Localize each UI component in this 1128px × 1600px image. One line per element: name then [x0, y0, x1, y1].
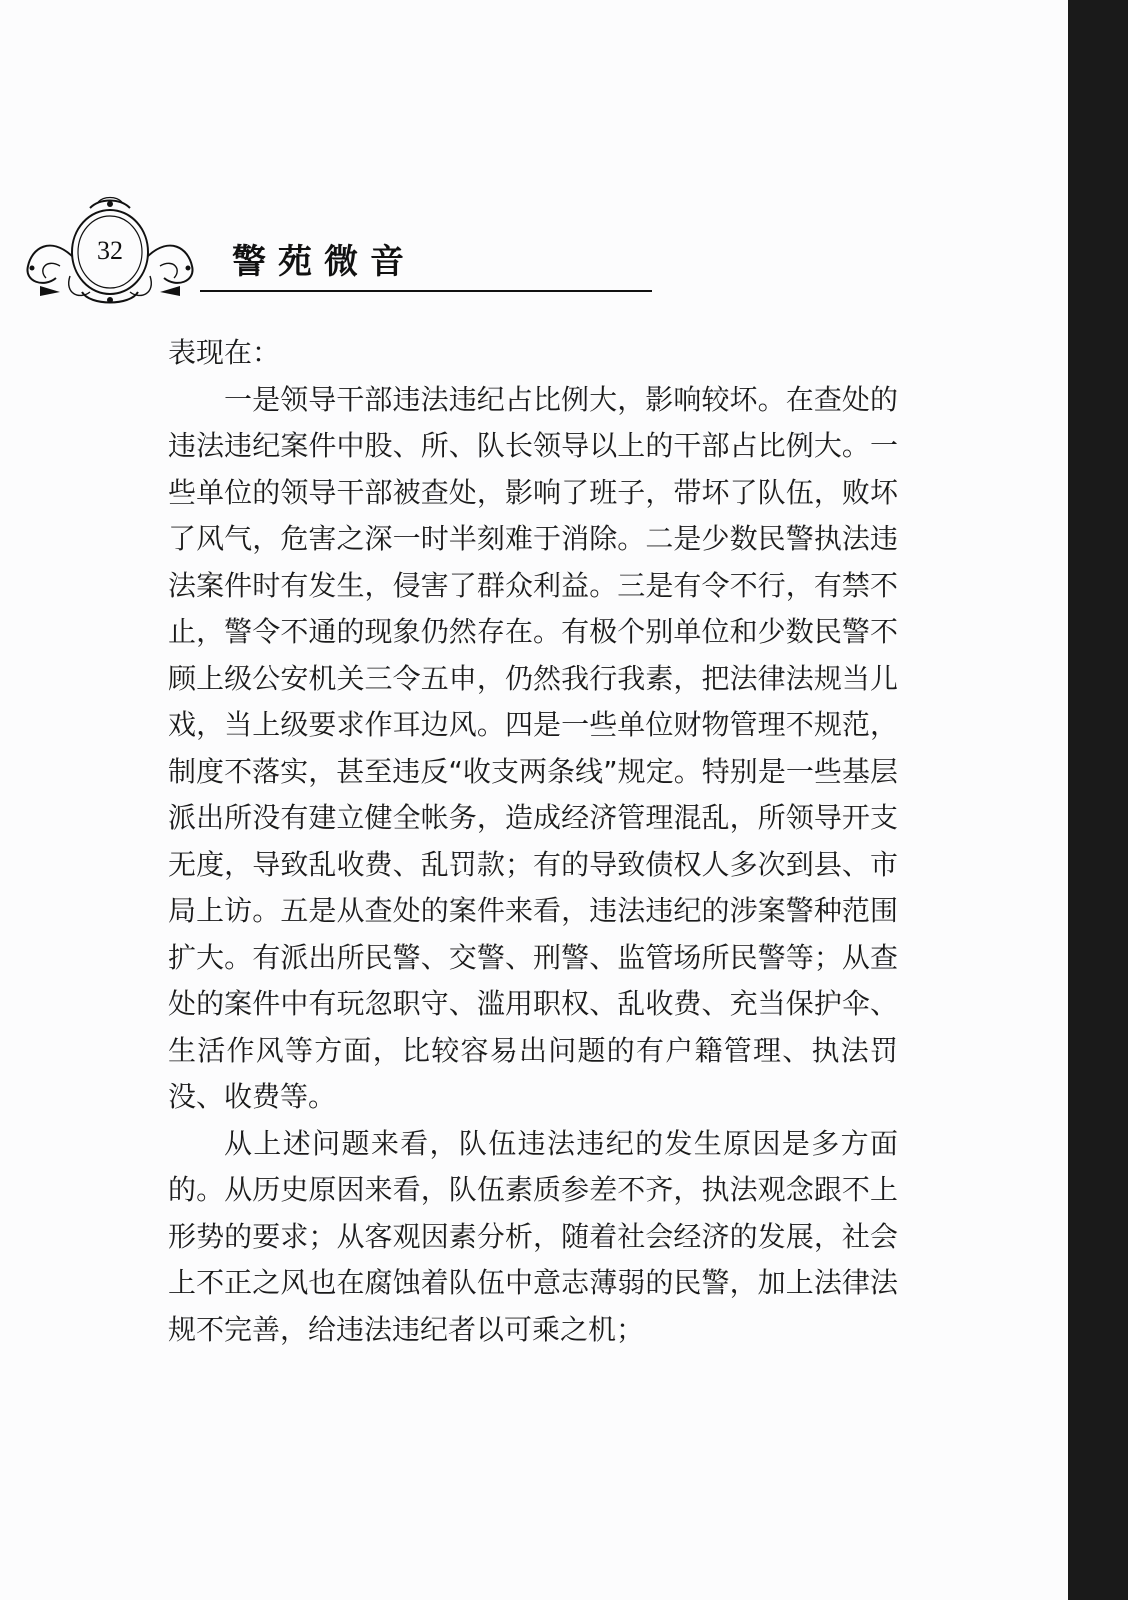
- paragraph: 一是领导干部违法违纪占比例大，影响较坏。在查处的违法违纪案件中股、所、队长领导以上的干部占比例大。一些单位的领导干部被查处，影响了班子，带坏了队伍，败坏了风气，危害之深一时半刻难于消除。二是少数民警执法违法案件时有发生，侵害了群众利益。三是有令不行，有禁不止，警令不通的现象仍然存在。有极个别单位和少数民警不顾上级公安机关三令五申，仍然我行我素，把法律法规当儿戏，当上级要求作耳边风。四是一些单位财物管理不规范，制度不落实，甚至违反“收支两条线”规定。特别是一些基层派出所没有建立健全帐务，造成经济管理混乱，所领导开支无度，导致乱收费、乱罚款；有的导致债权人多次到县、市局上访。五是从查处的案件来看，违法违纪的涉案警种范围扩大。有派出所民警、交警、刑警、监管场所民警等；从查处的案件中有玩忽职守、滥用职权、乱收费、充当保护伞、生活作风等方面，比较容易出问题的有户籍管理、执法罚没、收费等。: [168, 382, 898, 1113]
- page-number: 32: [97, 236, 123, 265]
- scan-right-edge: [1068, 0, 1128, 1600]
- paragraph: 从上述问题来看，队伍违法违纪的发生原因是多方面的。从历史原因来看，队伍素质参差不齐，执法观念跟不上形势的要求；从客观因素分析，随着社会经济的发展，社会上不正之风也在腐蚀着队伍中意志薄弱的民警，加上法律法规不完善，给违法违纪者以可乘之机；: [168, 1126, 898, 1346]
- header-rule: [200, 290, 652, 292]
- running-header-title: 警苑微音: [232, 242, 416, 282]
- paragraph: 表现在：: [168, 336, 281, 369]
- body-text: [168, 330, 898, 1353]
